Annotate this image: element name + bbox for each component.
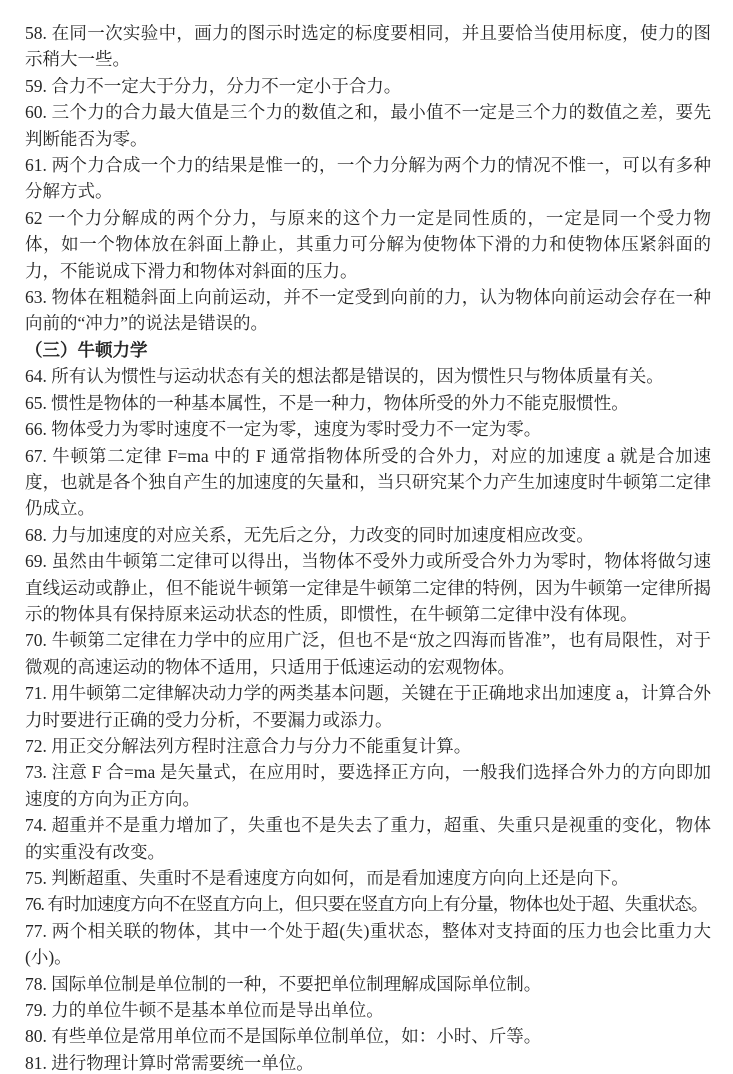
document-body (25, 20, 711, 1074)
note-item-66: 66. 物体受力为零时速度不一定为零，速度为零时受力不一定为零。 (25, 419, 542, 440)
note-item-64: 64. 所有认为惯性与运动状态有关的想法都是错误的，因为惯性只与物体质量有关。 (25, 366, 664, 387)
note-item-76: 76. 有时加速度方向不在竖直方向上，但只要在竖直方向上有分量，物体也处于超、失重状态。 (25, 894, 708, 915)
note-item-75: 75. 判断超重、失重时不是看速度方向如何，而是看加速度方向向上还是向下。 (25, 868, 629, 888)
note-item-61: 61. 两个力合成一个力的结果是惟一的，一个力分解为两个力的情况不惟一，可以有多种分解方式。 (25, 155, 711, 202)
note-item-81: 81. 进行物理计算时常需要统一单位。 (25, 1052, 314, 1073)
note-item-79: 79. 力的单位牛顿不是基本单位而是导出单位。 (25, 1000, 384, 1021)
note-item-58: 58. 在同一次实验中，画力的图示时选定的标度要相同，并且要恰当使用标度，使力的图示稍大一些。 (25, 23, 711, 70)
note-item-72: 72. 用正交分解法列方程时注意合力与分力不能重复计算。 (25, 735, 472, 756)
note-item-62: 62 一个力分解成的两个分力，与原来的这个力一定是同性质的，一定是同一个受力物体，如一个物体放在斜面上静止，其重力可分解为使物体下滑的力和使物体压紧斜面的力，不能说成下滑力和物体对斜面的压力。 (25, 207, 711, 281)
note-item-77: 77. 两个相关联的物体，其中一个处于超(失)重状态，整体对支持面的压力也会比重力大(小)。 (25, 920, 711, 968)
note-item-65: 65. 惯性是物体的一种基本属性，不是一种力，物体所受的外力不能克服惯性。 (25, 392, 629, 413)
note-item-68: 68. 力与加速度的对应关系，无先后之分，力改变的同时加速度相应改变。 (25, 524, 594, 545)
section-heading: （三）牛顿力学 (25, 339, 148, 360)
note-item-60: 60. 三个力的合力最大值是三个力的数值之和，最小值不一定是三个力的数值之差，要先判断能否为零。 (25, 102, 711, 149)
note-item-73: 73. 注意 F 合=ma 是矢量式，在应用时，要选择正方向，一般我们选择合外力的方向即加速度的方向为正方向。 (25, 762, 711, 809)
note-item-70: 70. 牛顿第二定律在力学中的应用广泛，但也不是“放之四海而皆准”，也有局限性，对于微观的高速运动的物体不适用，只适用于低速运动的宏观物体。 (25, 630, 711, 677)
note-item-71: 71. 用牛顿第二定律解决动力学的两类基本问题，关键在于正确地求出加速度 a，计算合外力时要进行正确的受力分析，不要漏力或添力。 (25, 683, 711, 730)
note-item-63: 63. 物体在粗糙斜面上向前运动，并不一定受到向前的力，认为物体向前运动会存在一种向前的“冲力”的说法是错误的。 (25, 287, 711, 334)
note-item-67: 67. 牛顿第二定律 F=ma 中的 F 通常指物体所受的合外力，对应的加速度 a 就是合加速度，也就是各个独自产生的加速度的矢量和，当只研究某个力产生加速度时牛顿第二定律仍成立。 (25, 445, 711, 519)
note-item-78: 78. 国际单位制是单位制的一种，不要把单位制理解成国际单位制。 (25, 973, 542, 994)
note-item-74: 74. 超重并不是重力增加了，失重也不是失去了重力，超重、失重只是视重的变化，物体的实重没有改变。 (25, 815, 711, 862)
note-item-59: 59. 合力不一定大于分力，分力不一定小于合力。 (25, 75, 402, 96)
note-item-69: 69. 虽然由牛顿第二定律可以得出，当物体不受外力或所受合外力为零时，物体将做匀速直线运动或静止，但不能说牛顿第一定律是牛顿第二定律的特例，因为牛顿第一定律所揭示的物体具有保持原来运动状态的性质，即惯性，在牛顿第二定律中没有体现。 (25, 551, 711, 624)
note-item-80: 80. 有些单位是常用单位而不是国际单位制单位，如：小时、斤等。 (25, 1026, 542, 1047)
